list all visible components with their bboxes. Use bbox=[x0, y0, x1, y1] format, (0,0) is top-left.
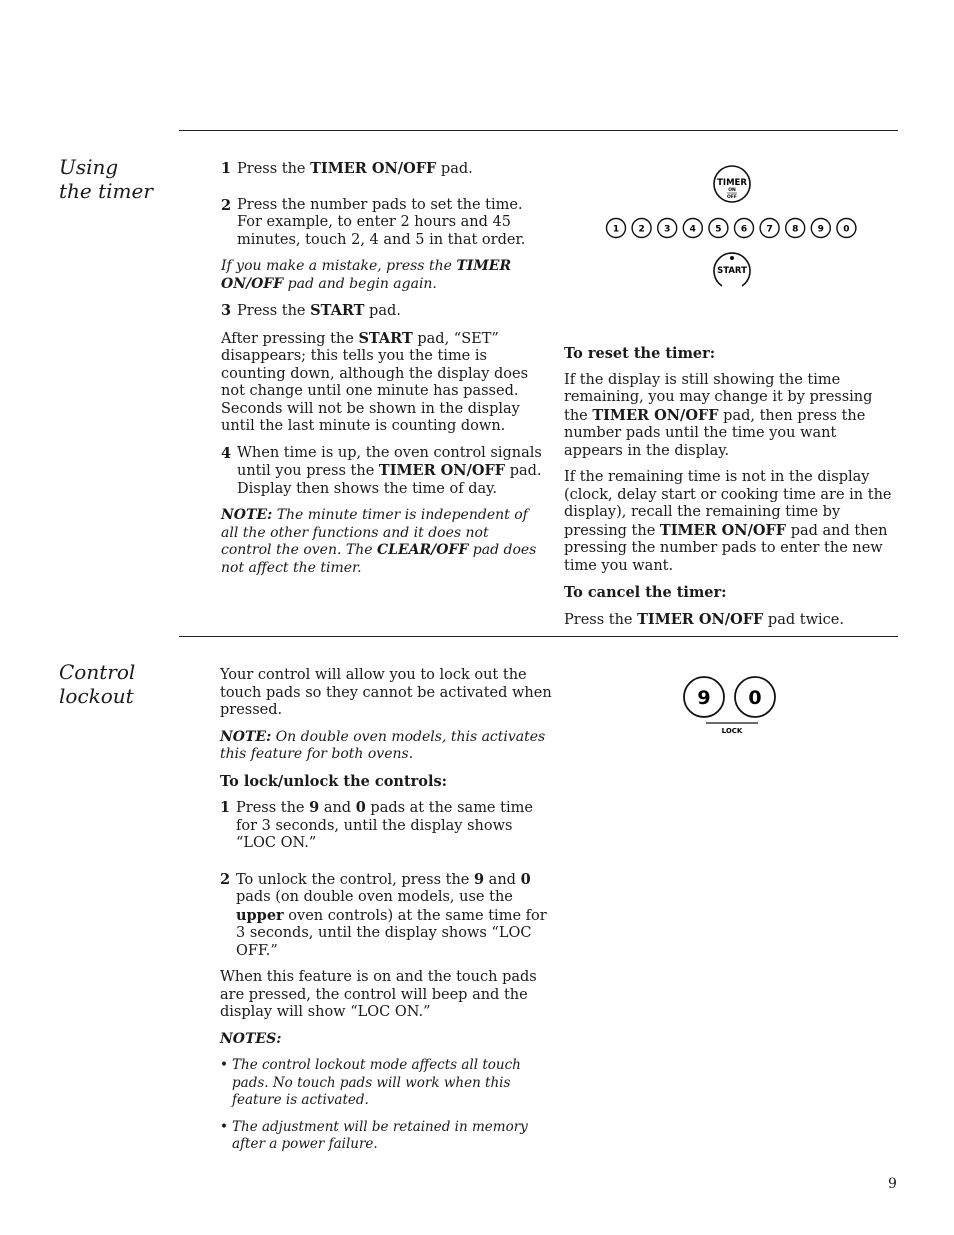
section-title-line1: Control bbox=[59, 660, 136, 684]
number-pad-3 bbox=[658, 219, 677, 238]
number-pad-label: 3 bbox=[664, 224, 671, 235]
reset-paragraph-2: If the remaining time is not in the display (clock, delay start or cooking time are in the display), recall the remaining time by pressing the TIMER ON/OFF pad and then pressing the number pads to enter the new time you want. bbox=[564, 469, 892, 574]
number-pad-6 bbox=[735, 219, 754, 238]
number-pads bbox=[607, 219, 856, 238]
timer-note: NOTE: The minute timer is independent of all the other functions and it does not control the oven. The CLEAR/OFF pad does not affect the timer. bbox=[221, 507, 537, 576]
number-pad-label: 9 bbox=[817, 224, 824, 235]
start-pad bbox=[714, 253, 750, 286]
cancel-paragraph: Press the TIMER ON/OFF pad twice. bbox=[564, 610, 844, 628]
number-pad-0 bbox=[837, 219, 856, 238]
lockout-intro: Your control will allow you to lock out the touch pads so they cannot be activated when pressed. bbox=[220, 667, 552, 718]
number-pad-7 bbox=[760, 219, 779, 238]
lock-keypad-illustration bbox=[676, 672, 786, 738]
lockout-step-2 bbox=[220, 871, 552, 961]
note-text: The control lockout mode affects all touch pads. No touch pads will work when this feature is activated. bbox=[232, 1057, 521, 1108]
step-text: Press the START pad. bbox=[237, 302, 401, 319]
cancel-heading: To cancel the timer: bbox=[564, 584, 727, 601]
reset-heading: To reset the timer: bbox=[564, 345, 716, 362]
step-text: When time is up, the oven control signals until you press the TIMER ON/OFF pad. Display then shows the time of day. bbox=[237, 444, 542, 497]
timer-keypad-illustration bbox=[600, 160, 870, 295]
number-pad-label: 2 bbox=[638, 224, 645, 235]
note-text: The adjustment will be retained in memory after a power failure. bbox=[232, 1118, 528, 1152]
timer-on-off-pad bbox=[714, 166, 750, 202]
number-pad-label: 0 bbox=[843, 224, 850, 235]
number-pad-5 bbox=[709, 219, 728, 238]
mistake-hint: If you make a mistake, press the TIMER ON/OFF pad and begin again. bbox=[221, 258, 512, 292]
timer-reset-cancel bbox=[564, 345, 894, 638]
section-title-line2: the timer bbox=[59, 179, 153, 203]
number-pad-2 bbox=[632, 219, 651, 238]
step-number: 1 bbox=[221, 160, 232, 177]
section-title-lockout bbox=[59, 660, 135, 708]
section-divider-timer bbox=[179, 130, 898, 131]
section-title-timer bbox=[59, 155, 153, 203]
timer-step-3 bbox=[221, 302, 543, 321]
step-text: Press the TIMER ON/OFF pad. bbox=[237, 160, 473, 177]
lockout-heading: To lock/unlock the controls: bbox=[220, 772, 447, 790]
timer-step-2 bbox=[221, 197, 543, 250]
section-title-line1: Using bbox=[59, 155, 119, 179]
number-pad-9 bbox=[811, 219, 830, 238]
feature-on-paragraph: When this feature is on and the touch pads are pressed, the control will beep and the display will show “LOC ON.” bbox=[220, 969, 537, 1020]
step-text: Press the 9 and 0 pads at the same time for 3 seconds, until the display shows “LOC ON.” bbox=[236, 799, 533, 851]
timer-pad-label: TIMER bbox=[717, 178, 747, 188]
number-pad-4 bbox=[683, 219, 702, 238]
step-text: Press the number pads to set the time. For example, to enter 2 hours and 45 minutes, touch 2, 4 and 5 in that order. bbox=[237, 196, 526, 248]
zero-pad-label: 0 bbox=[748, 687, 762, 709]
notes-label: NOTES: bbox=[220, 1030, 282, 1047]
timer-instructions bbox=[221, 160, 543, 586]
timer-step-1 bbox=[221, 160, 543, 179]
number-pad-label: 1 bbox=[612, 224, 620, 235]
number-pad-label: 8 bbox=[792, 224, 799, 235]
lock-label: LOCK bbox=[721, 727, 743, 735]
page-number: 9 bbox=[888, 1176, 897, 1192]
number-pad-label: 7 bbox=[766, 224, 773, 235]
note-bullet-1 bbox=[220, 1057, 552, 1110]
start-pad-label: START bbox=[717, 266, 747, 276]
number-pad-label: 5 bbox=[715, 224, 722, 235]
step-number: 3 bbox=[221, 302, 232, 319]
note-bullet-2 bbox=[220, 1119, 552, 1154]
number-pad-label: 4 bbox=[689, 224, 696, 235]
step-text: To unlock the control, press the 9 and 0 pads (on double oven models, use the upper oven controls) at the same time for 3 seconds, until the display shows “LOC OFF.” bbox=[236, 870, 547, 959]
step-number: 2 bbox=[220, 870, 231, 888]
timer-pad-on: ON bbox=[728, 188, 736, 193]
section-title-line2: lockout bbox=[59, 684, 134, 708]
timer-pad-off: OFF bbox=[727, 195, 737, 200]
nine-pad bbox=[684, 677, 724, 717]
number-pad-label: 6 bbox=[740, 224, 748, 235]
bullet: • bbox=[220, 1057, 228, 1073]
number-pad-1 bbox=[607, 219, 626, 238]
bullet: • bbox=[220, 1118, 228, 1135]
nine-pad-label: 9 bbox=[697, 687, 711, 709]
step-number: 2 bbox=[221, 196, 232, 214]
lockout-instructions bbox=[220, 667, 552, 1163]
number-pad-8 bbox=[786, 219, 805, 238]
timer-step-4 bbox=[221, 445, 543, 499]
after-start-paragraph: After pressing the START pad, “SET” disappears; this tells you the time is counting down, although the display does not change until one minute has passed. Seconds will not be shown in the display until the last minute is counting down. bbox=[221, 329, 529, 434]
zero-pad bbox=[735, 677, 775, 717]
section-divider-lockout bbox=[179, 636, 898, 637]
step-number: 1 bbox=[220, 799, 231, 816]
lockout-note: NOTE: On double oven models, this activates this feature for both ovens. bbox=[220, 728, 546, 762]
reset-paragraph-1: If the display is still showing the time remaining, you may change it by pressing the TIMER ON/OFF pad, then press the number pads until the time you want appears in the display. bbox=[564, 371, 873, 459]
step-number: 4 bbox=[221, 444, 232, 462]
lockout-step-1 bbox=[220, 799, 552, 853]
